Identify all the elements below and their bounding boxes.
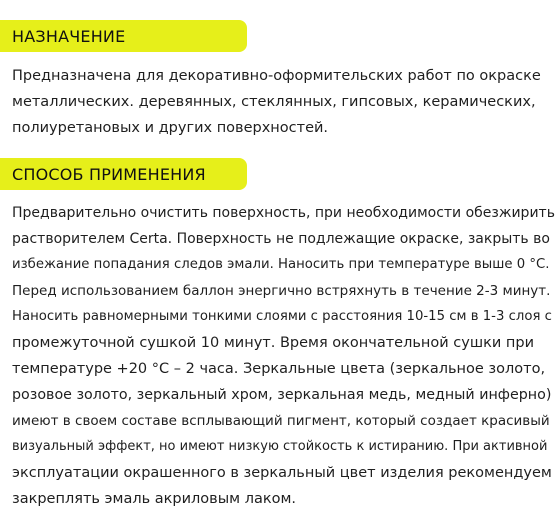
section-header-usage [0,158,247,190]
section-title-usage: СПОСОБ ПРИМЕНЕНИЯ [12,164,206,184]
usage-line: визуальный эффект, но имеют низкую стойкость к истиранию. При активной [12,439,548,454]
usage-line: избежание попадания следов эмали. Наносить при температуре выше 0 °C. [12,257,550,272]
usage-line: эксплуатации окрашенного в зеркальный цвет изделия рекомендуем [12,465,552,481]
purpose-paragraph [12,63,556,141]
purpose-line: полиуретановых и других поверхностей. [12,120,329,136]
usage-line: розовое золото, зеркальный хром, зеркальная медь, медный инферно) [12,387,552,403]
section-header-purpose [0,20,247,52]
section-title-purpose: НАЗНАЧЕНИЕ [12,26,126,46]
usage-line: имеют в своем составе всплывающий пигмент, который создает красивый [12,413,550,429]
purpose-line: металлических. деревянных, стеклянных, гипсовых, керамических, [12,94,536,110]
usage-line: Перед использованием баллон энергично встряхнуть в течение 2-3 минут. [12,283,551,299]
usage-line: растворителем Certa. Поверхность не подлежащие окраске, закрыть во [12,231,550,247]
usage-line: Предварительно очистить поверхность, при необходимости обезжирить [12,205,555,221]
usage-line: температуре +20 °C – 2 часа. Зеркальные цвета (зеркальное золото, [12,361,546,377]
usage-paragraph [12,200,556,512]
usage-line: закреплять эмаль акриловым лаком. [12,491,297,507]
purpose-line: Предназначена для декоративно-оформительских работ по окраске [12,68,541,84]
usage-line: Наносить равномерными тонкими слоями с расстояния 10-15 см в 1-3 слоя с [12,309,552,324]
usage-line: промежуточной сушкой 10 минут. Время окончательной сушки при [12,335,535,351]
